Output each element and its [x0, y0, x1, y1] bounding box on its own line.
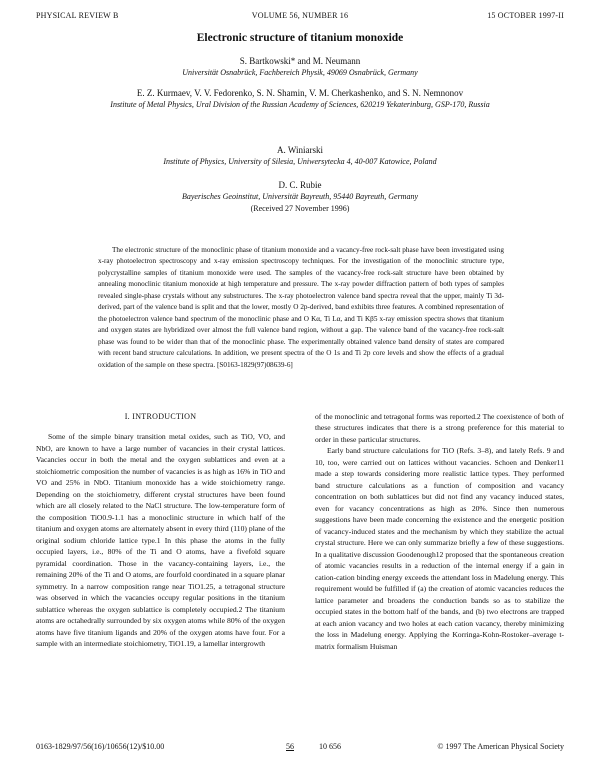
paper-title: Electronic structure of titanium monoxide [196, 32, 404, 44]
body-paragraph: Early band structure calculations for TiO (Refs. 3–8), and lately Refs. 9 and 10, too, were carried out on lattices without vacancies. Schoen and Denker11 made a step towards considering more realistic lattice types. They performed band structure calculations as a function of composition and vacancy concentration on both sublattices but did not find any vacancy induced states, even for vacancy concentrations as high as 20%. Since then numerous suggestions have been made concerning the existence and the energetic position of vacancy-induced states and the mechanism by which they stabilize the actual crystal structure. Here we can only summarize briefly a few of these suggestions. In a qualitative discussion Goodenough12 proposed that the spontaneous creation of atomic vacancies results in a reduction of the internal energy if a gain in cation-cation binding energy exceeds the attendant loss in Madelung energy. This requirement would be fulfilled if (a) the creation of atomic vacancies reduces the lattice parameter and broadens the conduction bands so as to stabilize the occupied states in the bottom half of the bands, and (b) two electrons are trapped at each anion vacancy and two holes at each cation vacancy, thereby minimizing the loss in Madelung energy. Applying the Korringa-Kohn-Rostoker–average t-matrix formalism Huisman [315, 446, 564, 651]
affiliation-4: Bayerisches Geoinstitut, Universität Bayreuth, 95440 Bayreuth, Germany [181, 192, 419, 201]
article-code: 0163-1829/97/56(16)/10656(12)/$10.00 [36, 742, 165, 751]
section-heading: I. INTRODUCTION [124, 412, 197, 421]
author-group-4: D. C. Rubie [278, 180, 322, 190]
body-paragraph: of the monoclinic and tetragonal forms was reported.2 The coexistence of both of these structures indicates that there is a strong preference for this material to order in these particular structures. [315, 412, 564, 444]
volume-number: VOLUME 56, NUMBER 16 [251, 11, 349, 20]
received-date: (Received 27 November 1996) [250, 204, 350, 213]
journal-name: PHYSICAL REVIEW B [36, 11, 119, 20]
affiliation-3: Institute of Physics, University of Silesia, Uniwersytecka 4, 40-007 Katowice, Poland [163, 157, 437, 166]
page-footer [36, 742, 564, 754]
abstract-text: The electronic structure of the monoclinic phase of titanium monoxide and a vacancy-free rock-salt phase have been investigated using x-ray photoelectron spectroscopy and x-ray emission spectroscopy techniques. For the investigation of the monoclinic structure type, polycrystalline samples of titanium monoxide were used. The samples of the vacancy-free rock-salt structure have been obtained by annealing monoclinic titanium monoxide at high temperature and pressure. The x-ray powder diffraction pattern of both types of samples revealed single-phase crystals without any substructures. The x-ray photoelectron valence band spectra reveal that the upper, mainly Ti 3d-derived, part of the valence band is split and that the lower, mostly O 2p-derived, band exhibits three features. A combined representation of the photoelectron valence band spectrum of the monoclinic phase and O Kα, Ti Lα, and Ti Kβ5 x-ray emission spectra shows that titanium and oxygen states are hybridized over almost the full valence band region, without a gap. The valence band of the vacancy-free rock-salt phase was found to be wider than that of the monoclinic phase. The experimentally obtained valence band density of states are compared with recent band structure calculations. In addition, we present spectra of the O 1s and Ti 2p core levels and show the effects of a gradual oxidation of the sample on these spectra. [S0163-1829(97)08639-6] [98, 246, 504, 369]
copyright: © 1997 The American Physical Society [437, 742, 564, 751]
affiliation-2: Institute of Metal Physics, Ural Division of the Russian Academy of Sciences, 620219 Yekaterinburg, GSP-170, Russia [110, 100, 490, 109]
author-group-1: S. Bartkowski* and M. Neumann [239, 56, 361, 66]
affiliation-1: Universität Osnabrück, Fachbereich Physik, 49069 Osnabrück, Germany [182, 68, 418, 77]
body-paragraph: Some of the simple binary transition metal oxides, such as TiO, VO, and NbO, are known to have a large number of vacancies in their crystal lattices. Vacancies occur in both the metal and the oxygen sublattices and even at a stoichiometric composition the number of vacancies is as high as 16% in TiO and VO and 25% in NbO. Titanium monoxide has a wide stoichiometry range. Depending on the stoichiometry, different crystal structures have been found which are all closely related to the NaCl structure. The low-temperature form of the composition TiO0.9-1.1 has a monoclinic structure in which half of the titanium and oxygen atoms are alternately absent in every third (110) plane of the original sodium chloride lattice type.1 In this phase the atoms in the fully occupied layers, i.e., 80% of the Ti and O atoms, have a fivefold square pyramidal coordination. Those in the vacancy-containing layers, i.e., the remaining 20% of the Ti and O atoms, are fourfold coordinated in a square planar symmetry. In a narrow composition range near TiO1.25, a tetragonal structure was observed in which the vacancies occupy regular positions in the titanium sublattice whereas the oxygen sublattice is completely occupied.2 The titanium atoms are octahedrally surrounded by six oxygen atoms while 80% of the oxygen atoms have five titanium ligands and 20% of the oxygen atoms have four. For a sample with an intermediate stoichiometry, TiO1.19, a lamellar intergrowth [36, 432, 285, 649]
author-group-3: A. Winiarski [277, 145, 323, 155]
author-group-2: E. Z. Kurmaev, V. V. Fedorenko, S. N. Shamin, V. M. Cherkashenko, and S. N. Nemnonov [136, 88, 464, 98]
volume-ref: 56 [286, 742, 294, 751]
issue-date: 15 OCTOBER 1997-II [487, 11, 564, 20]
left-column [36, 411, 285, 650]
abstract [98, 245, 504, 371]
right-column [315, 411, 564, 652]
page-number: 10 656 [319, 742, 341, 751]
running-header [36, 11, 564, 23]
